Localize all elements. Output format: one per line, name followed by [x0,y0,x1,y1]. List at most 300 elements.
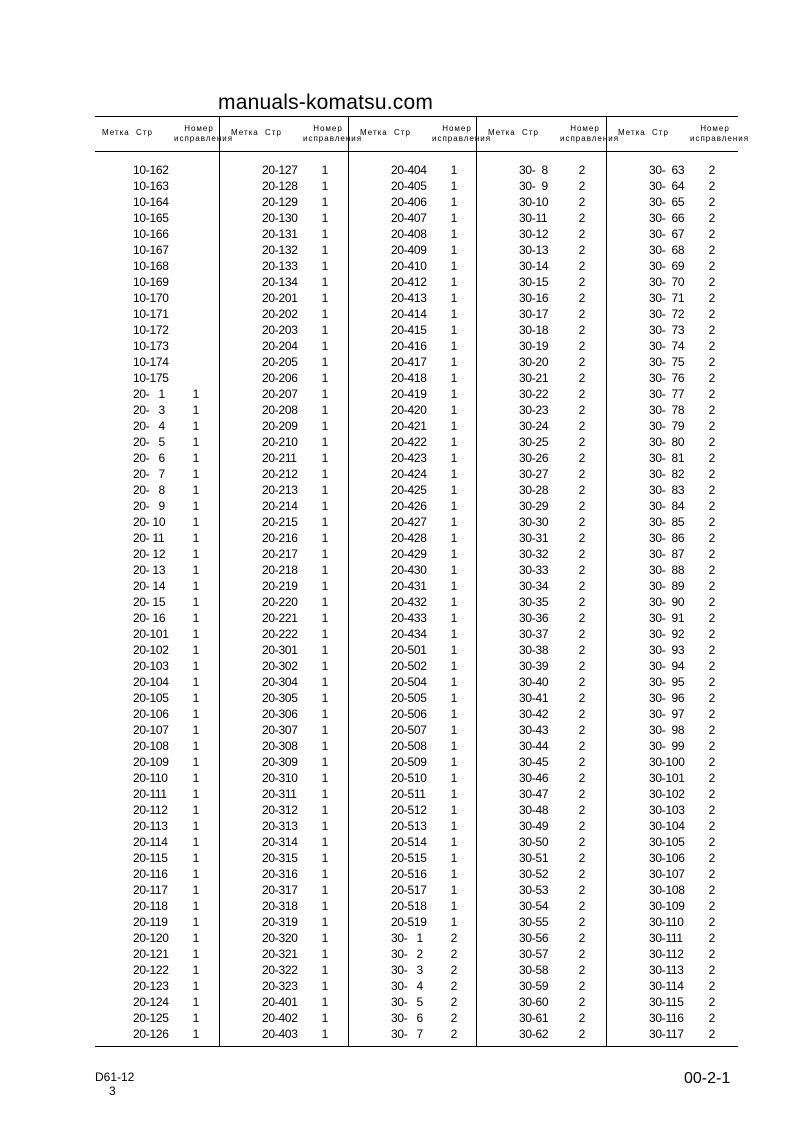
page-ref: 30- 83 [649,483,685,497]
table-row [353,466,481,482]
table-row [95,738,223,754]
table-row [224,674,352,690]
table-row [353,322,481,338]
table-row [95,514,223,530]
table-row [611,786,739,802]
table-row [611,898,739,914]
revision-number: 2 [708,451,716,465]
table-row [611,674,739,690]
revision-number: 1 [192,947,200,961]
revision-number: 2 [578,339,586,353]
table-row [95,930,223,946]
page-ref: 20-204 [262,339,298,353]
revision-number: 1 [321,611,329,625]
page-ref: 20-407 [391,211,427,225]
table-row [481,962,609,978]
table-row [224,322,352,338]
revision-number: 1 [321,819,329,833]
table-row [95,978,223,994]
table-row [95,690,223,706]
revision-number: 2 [578,195,586,209]
table-row [353,866,481,882]
page-ref: 20-213 [262,483,298,497]
revision-number: 2 [578,435,586,449]
page-ref: 20-421 [391,419,427,433]
table-row [481,370,609,386]
table-row [353,386,481,402]
table-row [95,946,223,962]
revision-number: 1 [321,995,329,1009]
page-ref: 30- 75 [649,355,685,369]
table-row [95,178,223,194]
revision-number: 1 [321,1027,329,1041]
table-row [224,466,352,482]
page-ref: 20-431 [391,579,427,593]
page-ref: 30-109 [649,899,685,913]
table-row [353,562,481,578]
page-ref: 20-125 [133,1011,169,1025]
table-row [353,674,481,690]
page-ref: 20-122 [133,963,169,977]
page-ref: 10-175 [133,371,169,385]
revision-number: 2 [708,787,716,801]
page-ref: 30-113 [649,963,684,977]
page-ref: 20-405 [391,179,427,193]
table-row [481,754,609,770]
revision-number: 1 [192,419,200,433]
page-ref: 20-420 [391,403,427,417]
table-row [611,722,739,738]
page-ref: 30-34 [519,579,549,593]
revision-number: 1 [192,979,200,993]
page-ref: 20-318 [262,899,298,913]
page-ref: 20-127 [262,163,298,177]
revision-number: 2 [578,243,586,257]
revision-number: 1 [192,931,200,945]
revision-number: 1 [192,627,200,641]
page-ref: 20-316 [262,867,298,881]
revision-number: 1 [321,291,329,305]
table-row [353,994,481,1010]
revision-number: 1 [450,227,458,241]
page-ref: 20-516 [391,867,427,881]
revision-number: 1 [450,675,458,689]
revision-number: 2 [708,835,716,849]
table-row [224,754,352,770]
table-row [95,354,223,370]
page-ref: 30- 69 [649,259,685,273]
page-ref: 20-121 [133,947,169,961]
page-ref: 20-323 [262,979,298,993]
table-row [611,386,739,402]
revision-number: 1 [321,707,329,721]
revision-number: 1 [192,867,200,881]
revision-number: 1 [321,419,329,433]
table-row [611,258,739,274]
revision-number: 1 [192,451,200,465]
revision-number: 2 [578,403,586,417]
page-ref: 20- 13 [133,563,166,577]
header-mark: Метка [618,128,646,137]
revision-number: 2 [708,467,716,481]
table-row [611,514,739,530]
table-row [611,242,739,258]
table-row [224,962,352,978]
page-column [353,162,481,1042]
table-row [95,466,223,482]
table-row [224,258,352,274]
page-ref: 30- 84 [649,499,685,513]
revision-number: 2 [708,483,716,497]
table-row [481,466,609,482]
table-row [95,706,223,722]
revision-number: 1 [321,403,329,417]
page-ref: 20- 6 [133,451,165,465]
revision-number: 2 [708,195,716,209]
revision-number: 2 [708,659,716,673]
revision-number: 1 [321,963,329,977]
page-ref: 30-115 [649,995,684,1009]
table-row [95,642,223,658]
page-ref: 20-321 [262,947,298,961]
revision-number: 1 [321,179,329,193]
table-row [224,290,352,306]
table-row [481,354,609,370]
revision-number: 1 [321,227,329,241]
page-ref: 30-43 [519,723,549,737]
table-row [481,562,609,578]
page-ref: 30-114 [649,979,684,993]
page-ref: 30-40 [519,675,549,689]
table-row [611,706,739,722]
page-ref: 30- 86 [649,531,685,545]
revision-number: 1 [192,915,200,929]
table-row [611,338,739,354]
revision-number: 1 [321,755,329,769]
revision-number: 1 [450,851,458,865]
revision-number: 2 [578,211,586,225]
revision-number: 1 [192,387,200,401]
revision-number: 1 [450,835,458,849]
revision-number: 1 [450,659,458,673]
revision-number: 2 [708,243,716,257]
header-mark: Метка [231,128,259,137]
table-row [611,802,739,818]
revision-number: 1 [192,659,200,673]
revision-number: 1 [192,755,200,769]
revision-number: 1 [192,483,200,497]
page-ref: 20-111 [133,787,167,801]
revision-number: 1 [450,259,458,273]
table-row [481,1010,609,1026]
revision-number: 1 [321,515,329,529]
table-row [224,770,352,786]
table-row [224,194,352,210]
page-ref: 30- 88 [649,563,685,577]
revision-number: 2 [450,931,458,945]
page-ref: 30-103 [649,803,685,817]
revision-number: 1 [321,467,329,481]
page-ref: 20-115 [133,851,168,865]
table-row [611,210,739,226]
page-ref: 20-418 [391,371,427,385]
page-ref: 20-403 [262,1027,298,1041]
page-ref: 30-45 [519,755,549,769]
page-ref: 20-110 [133,771,168,785]
table-row [611,1010,739,1026]
table-row [95,754,223,770]
table-row [611,162,739,178]
revision-number: 2 [578,419,586,433]
page-ref: 20-409 [391,243,427,257]
table-row [481,914,609,930]
table-header-border [95,151,738,152]
page-ref: 30- 73 [649,323,685,337]
page-ref: 20- 4 [133,419,165,433]
table-row [224,834,352,850]
page-ref: 10-170 [133,291,169,305]
page-ref: 20-424 [391,467,427,481]
revision-number: 1 [321,883,329,897]
table-row [224,722,352,738]
revision-number: 1 [450,547,458,561]
table-row [481,946,609,962]
revision-number: 2 [578,227,586,241]
table-row [611,562,739,578]
revision-number: 1 [450,371,458,385]
revision-number: 2 [708,579,716,593]
page-ref: 20- 16 [133,611,166,625]
page-ref: 20-120 [133,931,169,945]
revision-number: 2 [450,947,458,961]
table-row [95,850,223,866]
revision-number: 2 [708,371,716,385]
page-ref: 20-502 [391,659,427,673]
revision-number: 2 [578,755,586,769]
table-row [353,882,481,898]
header-revision-line2: исправления [560,134,620,143]
table-row [224,562,352,578]
revision-number: 2 [578,611,586,625]
revision-number: 2 [578,499,586,513]
revision-number: 1 [192,499,200,513]
revision-number: 2 [708,963,716,977]
table-row [481,274,609,290]
revision-number: 2 [708,1011,716,1025]
revision-number: 2 [578,995,586,1009]
page-ref: 20-509 [391,755,427,769]
table-row [481,610,609,626]
table-row [611,322,739,338]
page-ref: 30- 78 [649,403,685,417]
table-row [481,578,609,594]
page-ref: 20-416 [391,339,427,353]
revision-number: 1 [192,995,200,1009]
page-ref: 20-123 [133,979,169,993]
table-row [95,994,223,1010]
table-row [95,818,223,834]
table-row [353,770,481,786]
revision-number: 1 [450,195,458,209]
page-ref: 30-12 [519,227,549,241]
revision-number: 1 [321,915,329,929]
page-ref: 10-163 [133,179,169,193]
header-revision [690,124,750,144]
table-row [481,642,609,658]
table-row [611,930,739,946]
revision-number: 2 [578,595,586,609]
table-row [224,994,352,1010]
revision-number: 1 [321,979,329,993]
page-ref: 20-119 [133,915,168,929]
page-ref: 20-401 [262,995,298,1009]
table-row [611,914,739,930]
table-row [95,834,223,850]
header-revision-line1: Номер [570,124,600,133]
page-ref: 30-15 [519,275,549,289]
page-ref: 30-60 [519,995,549,1009]
page-ref: 30- 80 [649,435,685,449]
table-row [95,722,223,738]
table-row [481,594,609,610]
page-ref: 30-17 [519,307,549,321]
table-row [481,930,609,946]
header-page: Стр [522,128,539,137]
page-ref: 20-511 [391,787,426,801]
table-row [353,722,481,738]
revision-number: 2 [578,627,586,641]
page-ref: 20- 1 [133,387,165,401]
table-row [611,466,739,482]
page-ref: 30- 79 [649,419,685,433]
page-ref: 20-504 [391,675,427,689]
table-row [353,482,481,498]
revision-number: 2 [708,947,716,961]
header-revision [432,124,492,144]
page-ref: 30- 96 [649,691,685,705]
page-ref: 30- 72 [649,307,685,321]
table-row [611,946,739,962]
table-row [224,162,352,178]
page-ref: 20-112 [133,803,168,817]
revision-number: 2 [578,947,586,961]
revision-number: 2 [578,179,586,193]
table-row [353,834,481,850]
page-ref: 20-133 [262,259,298,273]
table-row [481,514,609,530]
table-row [95,562,223,578]
revision-number: 2 [450,979,458,993]
table-row [353,354,481,370]
page-ref: 30-39 [519,659,549,673]
revision-number: 1 [450,243,458,257]
table-row [353,226,481,242]
document-code: D61-12 [95,1070,135,1084]
revision-number: 2 [450,963,458,977]
page-ref: 10-167 [133,243,169,257]
table-row [353,786,481,802]
table-row [481,162,609,178]
table-row [224,578,352,594]
page-ref: 20-214 [262,499,298,513]
table-row [224,690,352,706]
page-column [481,162,609,1042]
column-header [353,116,492,151]
revision-number: 2 [708,307,716,321]
page-ref: 30- 70 [649,275,685,289]
revision-number: 1 [450,643,458,657]
table-row [224,786,352,802]
revision-number: 2 [578,579,586,593]
revision-number: 1 [192,563,200,577]
table-row [353,594,481,610]
page-ref: 20-432 [391,595,427,609]
table-row [481,242,609,258]
table-row [481,178,609,194]
revision-number: 2 [708,723,716,737]
page-ref: 20-301 [262,643,298,657]
table-row [224,354,352,370]
revision-number: 1 [450,355,458,369]
table-row [224,498,352,514]
table-row [353,610,481,626]
table-row [611,770,739,786]
table-row [353,162,481,178]
table-row [224,610,352,626]
revision-number: 2 [578,163,586,177]
table-row [481,210,609,226]
revision-number: 2 [578,323,586,337]
table-row [353,274,481,290]
page-ref: 20- 15 [133,595,166,609]
revision-number: 1 [321,387,329,401]
page-ref: 30- 87 [649,547,685,561]
table-row [224,1026,352,1042]
table-row [611,306,739,322]
page-ref: 30-19 [519,339,549,353]
table-row [481,738,609,754]
page-ref: 30-57 [519,947,549,961]
table-row [481,450,609,466]
page-ref: 20-211 [262,451,297,465]
revision-number: 1 [192,819,200,833]
page-ref: 30- 98 [649,723,685,737]
page-ref: 30-49 [519,819,549,833]
table-row [353,210,481,226]
page-ref: 20-201 [262,291,298,305]
table-row [95,530,223,546]
page-ref: 30- 81 [649,451,685,465]
column-header [95,116,234,151]
page-ref: 20-107 [133,723,169,737]
page-ref: 20-320 [262,931,298,945]
table-row [481,722,609,738]
page-ref: 20-108 [133,739,169,753]
revision-number: 2 [708,499,716,513]
revision-number: 1 [450,403,458,417]
table-bottom-border [95,1046,738,1047]
page-ref: 30-22 [519,387,549,401]
table-row [611,866,739,882]
page-ref: 20-412 [391,275,427,289]
table-row [353,1026,481,1042]
header-page: Стр [394,128,411,137]
revision-number: 1 [450,595,458,609]
table-row [611,578,739,594]
revision-number: 2 [708,547,716,561]
page-ref: 20-307 [262,723,298,737]
table-row [481,834,609,850]
